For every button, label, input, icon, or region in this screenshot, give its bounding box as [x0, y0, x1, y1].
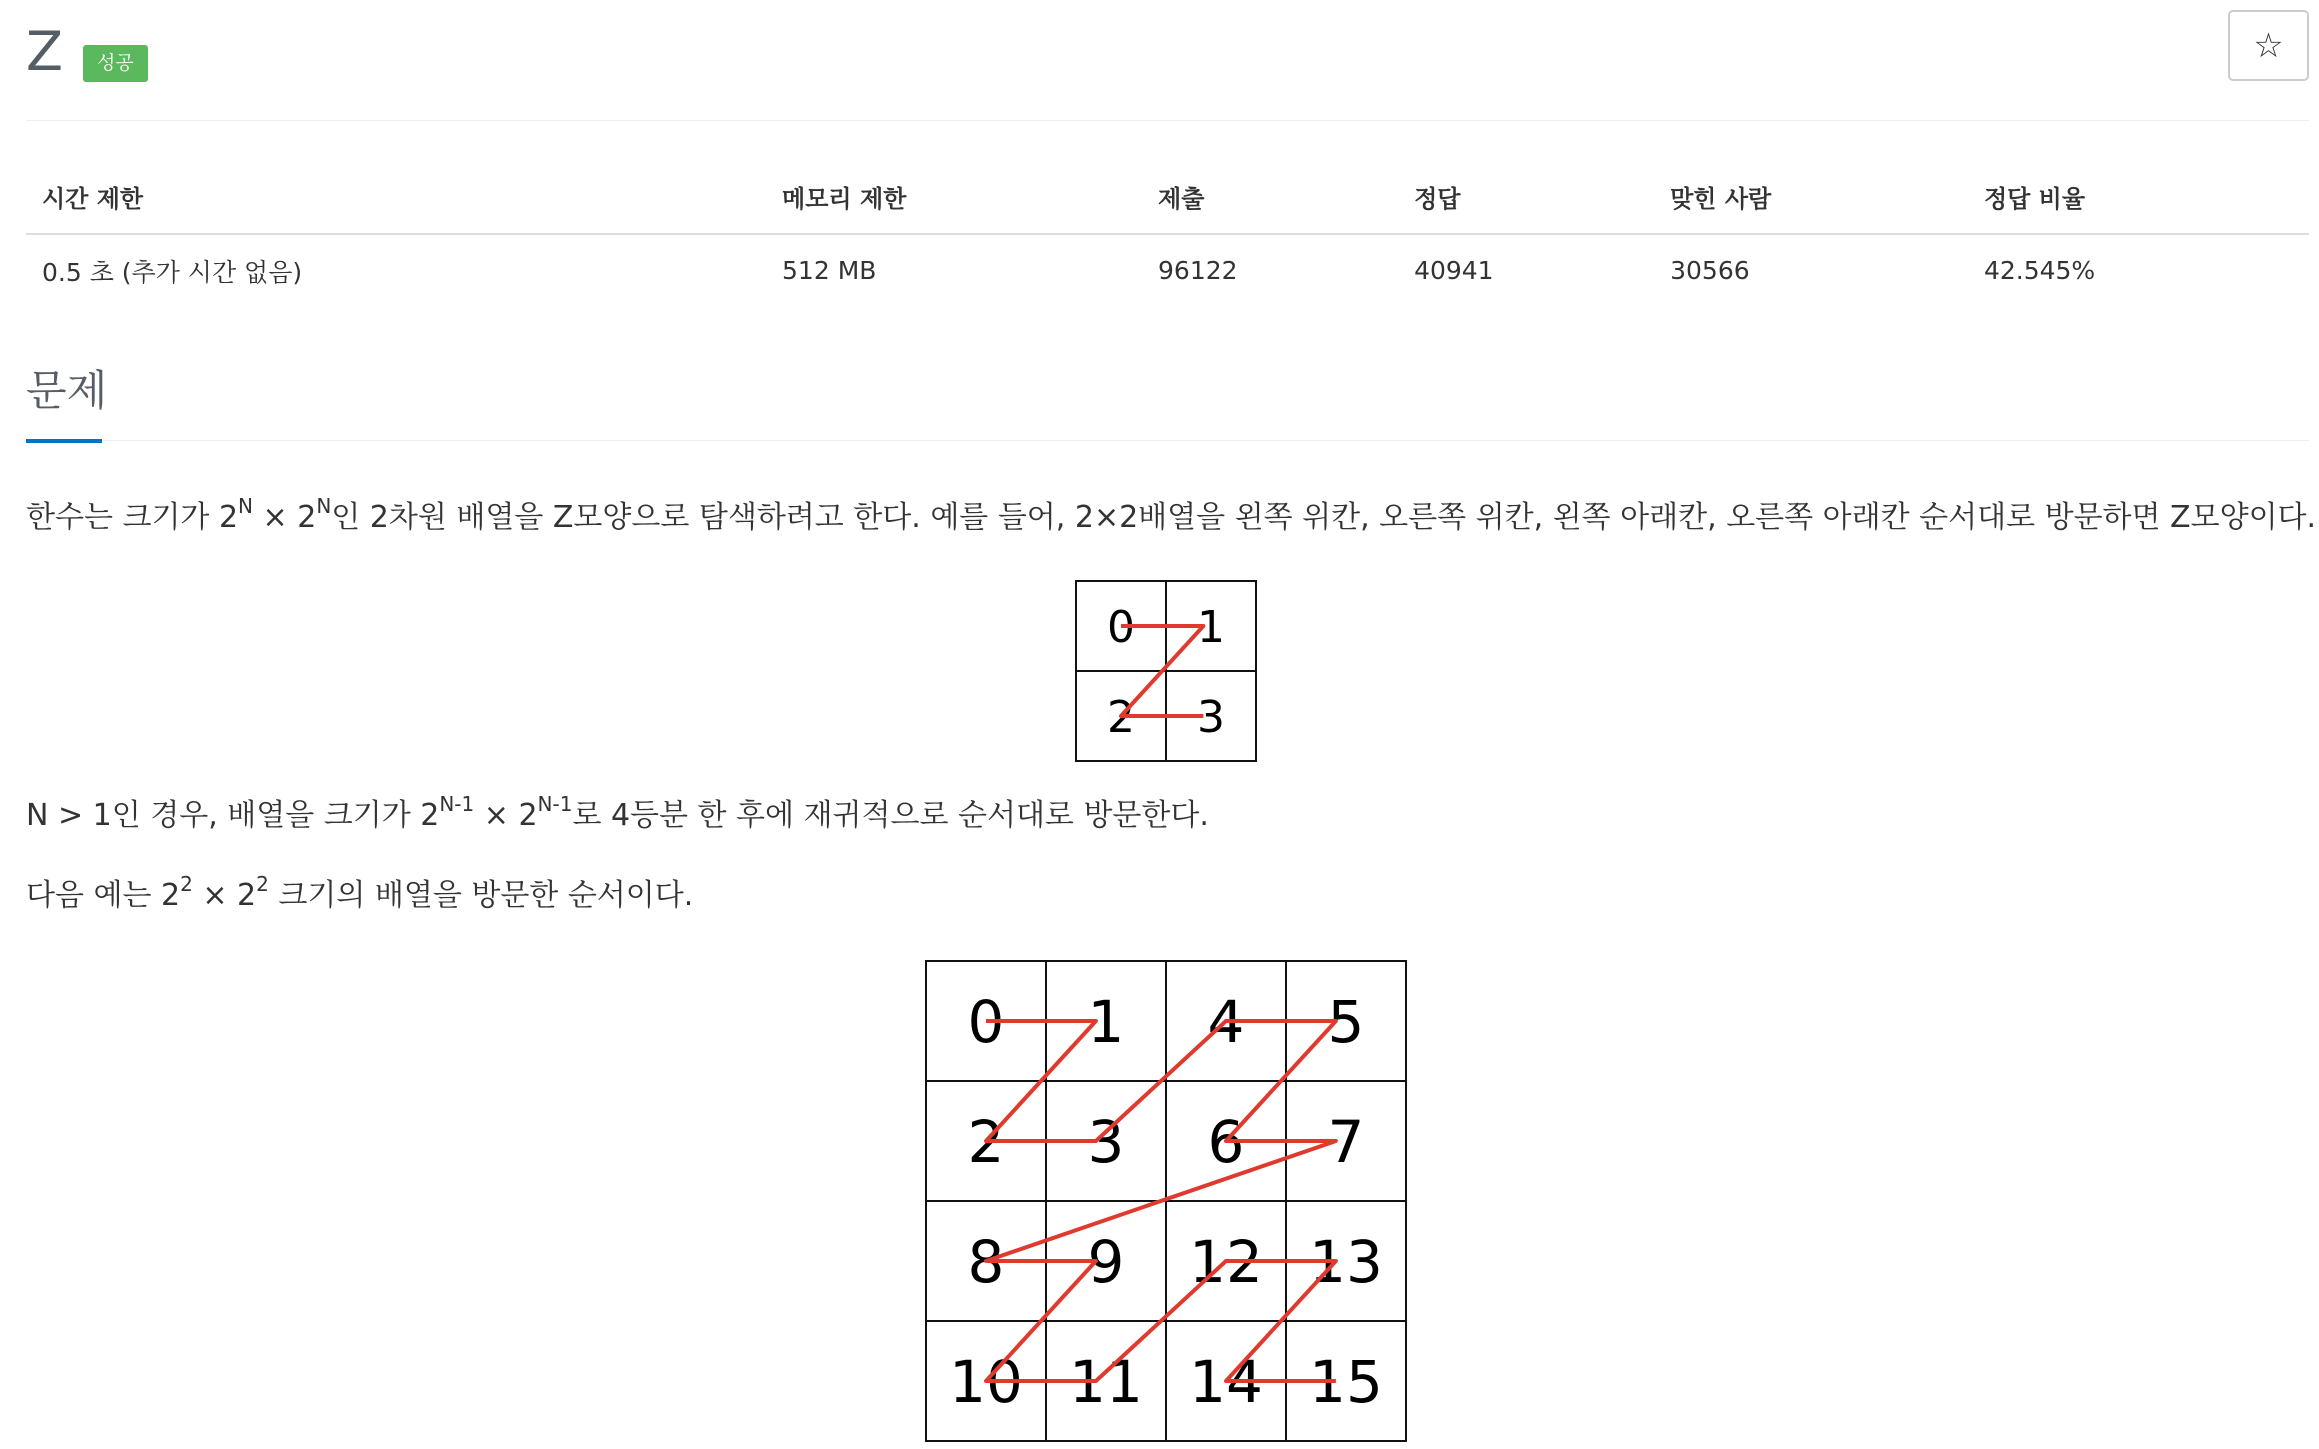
small-z-grid — [1075, 580, 1257, 762]
cell-number: 7 — [1327, 1107, 1365, 1176]
problem-title: Z — [26, 20, 63, 83]
cell-number: 15 — [1309, 1347, 1383, 1416]
cell-number: 12 — [1189, 1227, 1263, 1296]
value-memory-limit: 512 MB — [782, 256, 877, 285]
problem-paragraph-2: N > 1인 경우, 배열을 크기가 $2^{N-1} \times 2^{N-1}$로 4등분 한 후에 재귀적으로 순서대로 방문한다. — [26, 792, 1209, 833]
cell-number: 3 — [1197, 691, 1225, 743]
cell-number: 0 — [1107, 601, 1135, 653]
cell-number: 14 — [1189, 1347, 1263, 1416]
header-accepted: 정답 — [1398, 160, 1654, 234]
header-submissions: 제출 — [1142, 160, 1398, 234]
cell-number: 1 — [1087, 987, 1125, 1056]
cell-number: 2 — [1107, 691, 1135, 743]
status-badge: 성공 — [83, 45, 148, 82]
problem-info-table — [26, 160, 2309, 306]
cell-number: 3 — [1087, 1107, 1125, 1176]
star-button[interactable] — [2228, 10, 2309, 81]
problem-paragraph-3: 다음 예는 $2^2 \times 2^2$ 크기의 배열을 방문한 순서이다. — [26, 872, 694, 913]
cell-number: 10 — [949, 1347, 1023, 1416]
cell-number: 11 — [1069, 1347, 1143, 1416]
value-accepted[interactable]: 40941 — [1414, 256, 1494, 285]
header-accept-ratio: 정답 비율 — [1968, 160, 2309, 234]
cell-number: 0 — [967, 987, 1005, 1056]
cell-number: 9 — [1087, 1227, 1125, 1296]
value-accept-ratio: 42.545% — [1983, 256, 2096, 285]
cell-number: 6 — [1207, 1107, 1245, 1176]
header-solved-users: 맞힌 사람 — [1654, 160, 1968, 234]
figure-large — [925, 960, 1407, 1444]
section-divider — [26, 440, 2309, 441]
section-underline — [26, 439, 102, 443]
cell-number: 13 — [1309, 1227, 1383, 1296]
large-z-grid — [925, 960, 1407, 1444]
header-memory-limit: 메모리 제한 — [766, 160, 1142, 234]
header-divider — [26, 120, 2309, 121]
cell-number: 1 — [1197, 601, 1225, 653]
value-time-limit: 0.5 초 (추가 시간 없음) — [42, 257, 303, 287]
header-time-limit: 시간 제한 — [26, 160, 766, 234]
cell-number: 5 — [1327, 987, 1365, 1056]
info-value-row — [26, 234, 2309, 306]
info-header-row — [26, 160, 2309, 234]
figure-small — [1075, 580, 1257, 762]
value-submissions[interactable]: 96122 — [1158, 256, 1238, 285]
title-row — [26, 18, 148, 86]
section-title: 문제 — [26, 366, 108, 415]
star-icon: ☆ — [2253, 26, 2284, 65]
value-solved-users[interactable]: 30566 — [1670, 256, 1750, 285]
cell-number: 8 — [967, 1227, 1005, 1296]
cell-number: 4 — [1207, 987, 1245, 1056]
cell-number: 2 — [967, 1107, 1005, 1176]
problem-paragraph-1: 한수는 크기가 $2^N \times 2^N$인 2차원 배열을 Z모양으로 탐색하려고 한다. 예를 들어, 2×2배열을 왼쪽 위칸, 오른쪽 위칸, 왼쪽 아래칸, 오른쪽 아래칸 순서대로 방문하면 Z모양이다. — [26, 494, 2317, 535]
